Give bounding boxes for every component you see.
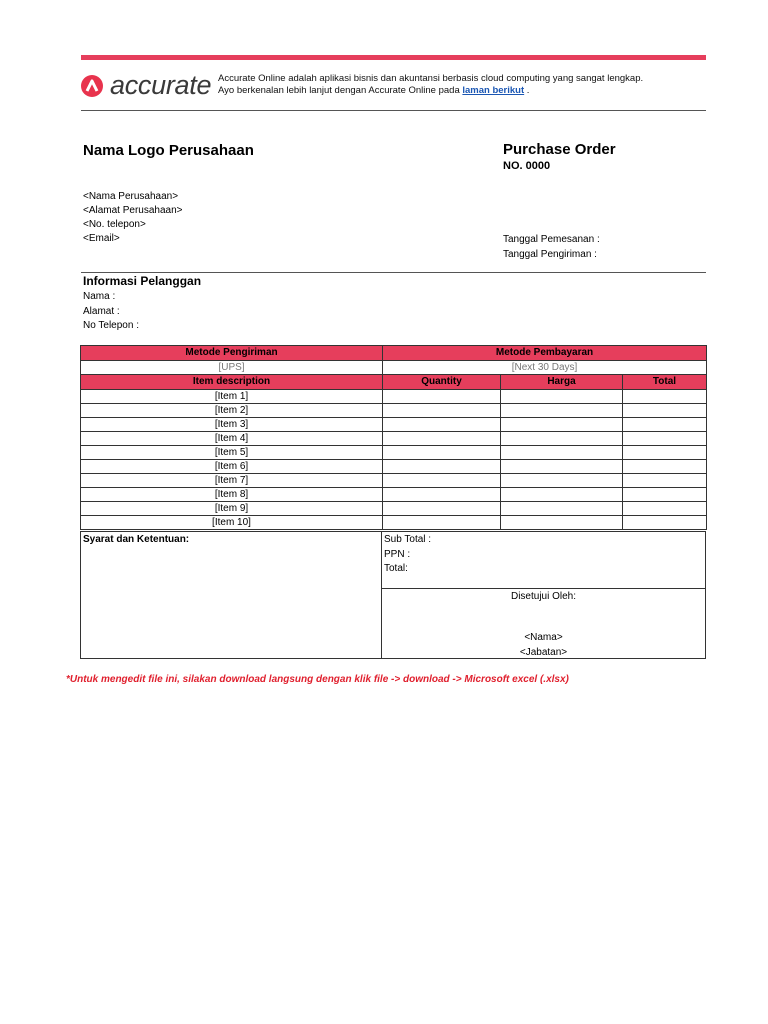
quantity-cell[interactable] xyxy=(383,390,501,404)
company-address: <Alamat Perusahaan> xyxy=(83,205,183,216)
price-cell[interactable] xyxy=(501,474,623,488)
customer-info xyxy=(83,290,139,334)
item-description-cell[interactable]: [Item 7] xyxy=(81,474,383,488)
total-cell[interactable] xyxy=(623,502,707,516)
item-description-cell[interactable]: [Item 10] xyxy=(81,516,383,530)
top-accent-bar xyxy=(81,55,706,60)
item-description-cell[interactable]: [Item 4] xyxy=(81,432,383,446)
company-email: <Email> xyxy=(83,233,120,244)
document-number: NO. 0000 xyxy=(503,160,551,172)
approver-position: <Jabatan> xyxy=(519,647,568,658)
promo-line-2-prefix: Ayo berkenalan lebih lanjut dengan Accurate Online pada xyxy=(218,84,460,96)
promo-line-2 xyxy=(218,85,708,97)
promo-line-1: Accurate Online adalah aplikasi bisnis dan akuntansi berbasis cloud computing yang sangat lengkap. xyxy=(218,73,644,84)
table-row xyxy=(81,460,707,474)
quantity-cell[interactable] xyxy=(383,488,501,502)
accurate-logo-icon xyxy=(81,75,103,97)
order-dates xyxy=(503,232,600,262)
payment-method-header: Metode Pembayaran xyxy=(383,346,707,361)
item-description-cell[interactable]: [Item 8] xyxy=(81,488,383,502)
promo-line-2-suffix: . xyxy=(526,84,530,96)
price-cell[interactable] xyxy=(501,516,623,530)
table-row xyxy=(81,432,707,446)
footer-note: *Untuk mengedit file ini, silakan download langsung dengan klik file -> download -> Microsoft excel (.xlsx) xyxy=(66,674,569,685)
customer-section-title: Informasi Pelanggan xyxy=(83,274,202,288)
logo-wordmark: accurate xyxy=(110,70,212,100)
customer-phone-label: No Telepon : xyxy=(83,320,139,331)
price-cell[interactable] xyxy=(501,488,623,502)
column-header: Item description xyxy=(81,375,383,390)
table-row xyxy=(81,446,707,460)
promo-text xyxy=(218,73,708,96)
column-header: Total xyxy=(623,375,707,390)
item-description-cell[interactable]: [Item 1] xyxy=(81,390,383,404)
total-cell[interactable] xyxy=(623,474,707,488)
total-cell[interactable] xyxy=(623,460,707,474)
item-description-cell[interactable]: [Item 5] xyxy=(81,446,383,460)
table-row xyxy=(81,404,707,418)
total-cell[interactable] xyxy=(623,432,707,446)
approver-name: <Nama> xyxy=(524,632,563,643)
accurate-logo xyxy=(81,70,216,100)
item-description-cell[interactable]: [Item 2] xyxy=(81,404,383,418)
quantity-cell[interactable] xyxy=(383,432,501,446)
ppn-label: PPN : xyxy=(384,548,411,560)
price-cell[interactable] xyxy=(501,390,623,404)
item-rows xyxy=(81,390,707,530)
shipping-method-value[interactable]: [UPS] xyxy=(81,361,383,375)
price-cell[interactable] xyxy=(501,418,623,432)
column-header: Quantity xyxy=(383,375,501,390)
quantity-cell[interactable] xyxy=(383,404,501,418)
price-cell[interactable] xyxy=(501,460,623,474)
item-description-cell[interactable]: [Item 9] xyxy=(81,502,383,516)
quantity-cell[interactable] xyxy=(383,502,501,516)
price-cell[interactable] xyxy=(501,502,623,516)
payment-method-value[interactable]: [Next 30 Days] xyxy=(383,361,707,375)
quantity-cell[interactable] xyxy=(383,460,501,474)
items-header-row xyxy=(81,375,707,390)
total-cell[interactable] xyxy=(623,446,707,460)
document-title: Purchase Order xyxy=(503,141,616,158)
terms-label: Syarat dan Ketentuan: xyxy=(83,534,190,545)
table-row xyxy=(81,488,707,502)
subtotal-label: Sub Total : xyxy=(384,534,432,545)
customer-address-label: Alamat : xyxy=(83,305,120,317)
quantity-cell[interactable] xyxy=(383,446,501,460)
total-cell[interactable] xyxy=(623,404,707,418)
promo-link[interactable]: laman berikut xyxy=(462,84,525,96)
quantity-cell[interactable] xyxy=(383,418,501,432)
company-title: Nama Logo Perusahaan xyxy=(83,142,254,159)
shipping-header-row xyxy=(81,346,707,361)
item-description-cell[interactable]: [Item 3] xyxy=(81,418,383,432)
ship-date-label: Tanggal Pengiriman : xyxy=(503,249,597,260)
quantity-cell[interactable] xyxy=(383,516,501,530)
customer-name-label: Nama : xyxy=(83,291,116,302)
price-cell[interactable] xyxy=(501,446,623,460)
order-date-label: Tanggal Pemesanan : xyxy=(503,234,600,245)
company-name: <Nama Perusahaan> xyxy=(83,191,179,202)
total-cell[interactable] xyxy=(623,488,707,502)
table-row xyxy=(81,516,707,530)
approval-box xyxy=(382,588,706,659)
approval-label: Disetujui Oleh: xyxy=(510,591,577,602)
total-label: Total: xyxy=(384,563,408,574)
company-info xyxy=(83,190,183,246)
price-cell[interactable] xyxy=(501,432,623,446)
quantity-cell[interactable] xyxy=(383,474,501,488)
table-row xyxy=(81,390,707,404)
totals-box xyxy=(382,531,706,589)
section-divider xyxy=(81,272,706,273)
total-cell[interactable] xyxy=(623,418,707,432)
table-row xyxy=(81,418,707,432)
terms-box xyxy=(80,531,382,659)
total-cell[interactable] xyxy=(623,390,707,404)
company-phone: <No. telepon> xyxy=(83,219,146,230)
item-description-cell[interactable]: [Item 6] xyxy=(81,460,383,474)
header-divider xyxy=(81,110,706,111)
total-cell[interactable] xyxy=(623,516,707,530)
price-cell[interactable] xyxy=(501,404,623,418)
shipping-value-row xyxy=(81,361,707,375)
table-row xyxy=(81,474,707,488)
purchase-order-table xyxy=(80,345,707,530)
table-row xyxy=(81,502,707,516)
shipping-method-header: Metode Pengiriman xyxy=(81,346,383,361)
column-header: Harga xyxy=(501,375,623,390)
